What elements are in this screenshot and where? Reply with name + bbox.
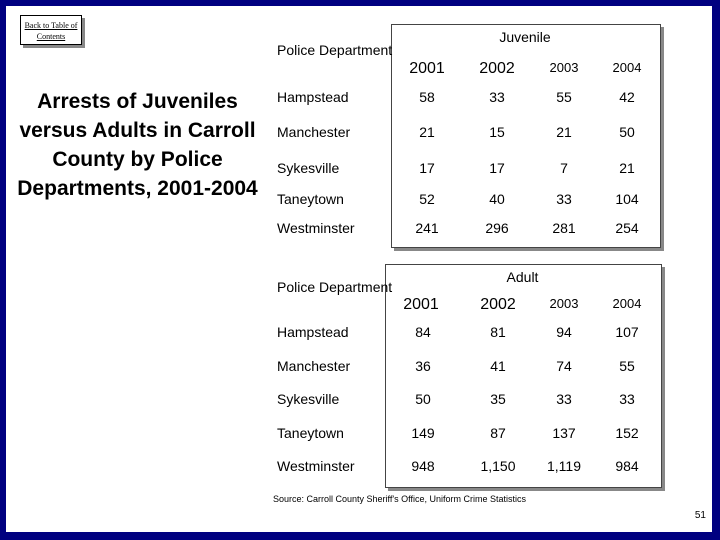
juvenile-cell: 40 [489, 191, 505, 207]
adult-year-header: 2001 [403, 296, 439, 313]
juvenile-cell: 21 [556, 124, 572, 140]
juvenile-cell: 281 [552, 220, 576, 236]
juvenile-cell: 21 [619, 160, 635, 176]
page-number: 51 [694, 510, 706, 521]
juvenile-row-dept: Westminster [277, 220, 355, 236]
adult-group-label: Adult [506, 269, 539, 285]
juvenile-cell: 104 [615, 191, 639, 207]
adult-year-header: 2003 [549, 296, 579, 311]
juvenile-year-header: 2003 [549, 60, 579, 75]
juvenile-cell: 17 [419, 160, 435, 176]
juvenile-cell: 241 [415, 220, 439, 236]
juvenile-group-label: Juvenile [499, 29, 551, 45]
adult-row-dept: Westminster [277, 458, 355, 474]
adult-cell: 35 [490, 391, 506, 407]
adult-cell: 984 [615, 458, 639, 474]
adult-cell: 1,119 [547, 458, 581, 474]
adult-cell: 152 [615, 425, 639, 441]
adult-cell: 81 [490, 324, 506, 340]
adult-year-header: 2004 [612, 296, 642, 311]
adult-cell: 41 [490, 358, 506, 374]
page-title: Arrests of Juveniles versus Adults in Carroll County by Police Departments, 2001-2004 [17, 90, 258, 200]
juvenile-row-dept: Manchester [277, 124, 351, 140]
juvenile-cell: 15 [489, 124, 505, 140]
adult-cell: 137 [552, 425, 576, 441]
adult-cell: 74 [556, 358, 572, 374]
juvenile-cell: 254 [615, 220, 639, 236]
adult-cell: 87 [490, 425, 506, 441]
juvenile-cell: 21 [419, 124, 435, 140]
juvenile-cell: 55 [556, 89, 572, 105]
juvenile-cell: 17 [489, 160, 505, 176]
juvenile-year-header: 2001 [409, 60, 445, 77]
juvenile-cell: 52 [419, 191, 435, 207]
adult-cell: 33 [556, 391, 572, 407]
adult-row-dept: Sykesville [277, 391, 340, 407]
juvenile-cell: 296 [485, 220, 509, 236]
adult-cell: 107 [615, 324, 639, 340]
adult-row-dept: Taneytown [277, 425, 344, 441]
back-to-contents-link[interactable]: Back to Table of Contents [20, 15, 82, 45]
juvenile-cell: 58 [419, 89, 435, 105]
adult-cell: 94 [556, 324, 572, 340]
adult-cell: 1,150 [480, 458, 516, 474]
adult-year-header: 2002 [480, 296, 516, 313]
juvenile-cell: 33 [489, 89, 505, 105]
adult-dept-header: Police Department [277, 279, 393, 295]
juvenile-dept-header: Police Department [277, 42, 393, 58]
adult-cell: 50 [415, 391, 431, 407]
adult-cell: 149 [411, 425, 435, 441]
juvenile-row-dept: Hampstead [277, 89, 349, 105]
juvenile-cell: 50 [619, 124, 635, 140]
juvenile-row-dept: Sykesville [277, 160, 340, 176]
adult-cell: 84 [415, 324, 431, 340]
adult-cell: 33 [619, 391, 635, 407]
juvenile-cell: 33 [556, 191, 572, 207]
adult-cell: 36 [415, 358, 431, 374]
juvenile-year-header: 2004 [612, 60, 642, 75]
juvenile-cell: 42 [619, 89, 635, 105]
juvenile-year-header: 2002 [479, 60, 515, 77]
juvenile-cell: 7 [560, 160, 568, 176]
juvenile-row-dept: Taneytown [277, 191, 344, 207]
adult-cell: 948 [411, 458, 435, 474]
adult-cell: 55 [619, 358, 635, 374]
source-note: Source: Carroll County Sheriff's Office, Uniform Crime Statistics [273, 494, 526, 504]
adult-row-dept: Hampstead [277, 324, 349, 340]
adult-row-dept: Manchester [277, 358, 351, 374]
